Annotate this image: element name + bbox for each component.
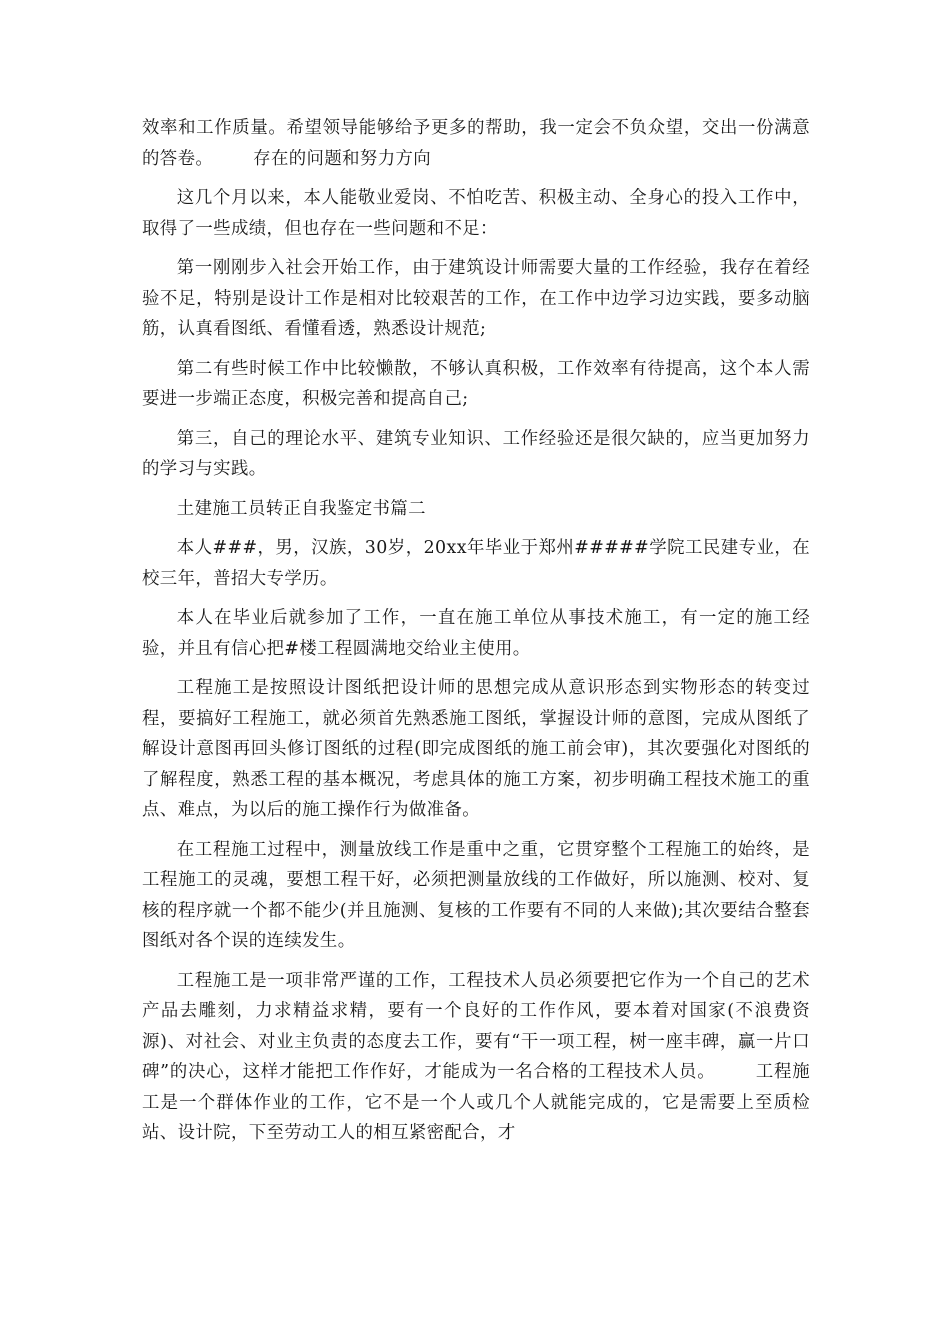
paragraph-text: 工程施工是一项非常严谨的工作，工程技术人员必须要把它作为一个自己的艺术产品去雕刻，力求精益求精，要有一个良好的工作作风，要本着对国家(不浪费资源)、对社会、对业主负责的态度去工作，要有“干一项工程，树一座丰碑，赢一片口碑”的决心，这样才能把工作作好，才能成为一名合格的工程技术人员。 (142, 970, 810, 1082)
paragraph (142, 966, 810, 1149)
paragraph-text: 效率和工作质量。希望领导能够给予更多的帮助，我一定会不负众望，交出一份满意的答卷。 (142, 118, 810, 169)
paragraph: 工程施工是按照设计图纸把设计师的思想完成从意识形态到实物形态的转变过程，要搞好工程施工，就必须首先熟悉施工图纸，掌握设计师的意图，完成从图纸了解设计意图再回头修订图纸的过程(即完成图纸的施工前会审)，其次要强化对图纸的了解程度，熟悉工程的基本概况，考虑具体的施工方案，初步明确工程技术施工的重点、难点，为以后的施工操作行为做准备。 (142, 678, 810, 820)
document-page (142, 113, 810, 1158)
paragraph: 第二有些时候工作中比较懒散，不够认真积极，工作效率有待提高，这个本人需要进一步端正态度，积极完善和提高自己; (142, 358, 810, 409)
section-heading: 土建施工员转正自我鉴定书篇二 (176, 498, 426, 519)
paragraph-continuation (142, 113, 810, 174)
paragraph-text: 工程施工是一个群体作业的工作，它不是一个人或几个人就能完成的，它是需要上至质检站、设计院，下至劳动工人的相互紧密配合，才 (142, 1062, 810, 1143)
paragraph: 在工程施工过程中，测量放线工作是重中之重，它贯穿整个工程施工的始终，是工程施工的灵魂，要想工程干好，必须把测量放线的工作做好，所以施测、校对、复核的程序就一个都不能少(并且施测、复核的工作要有不同的人来做);其次要结合整套图纸对各个误的连续发生。 (142, 839, 810, 951)
paragraph: 本人###，男，汉族，30岁，20xx年毕业于郑州#####学院工民建专业，在校三年，普招大专学历。 (142, 538, 810, 589)
paragraph: 这几个月以来，本人能敬业爱岗、不怕吃苦、积极主动、全身心的投入工作中，取得了一些成绩，但也存在一些问题和不足： (142, 188, 810, 239)
section-heading-problems: 存在的问题和努力方向 (253, 148, 432, 169)
paragraph: 本人在毕业后就参加了工作，一直在施工单位从事技术施工，有一定的施工经验，并且有信心把#楼工程圆满地交给业主使用。 (142, 608, 810, 659)
paragraph: 第一刚刚步入社会开始工作，由于建筑设计师需要大量的工作经验，我存在着经验不足，特别是设计工作是相对比较艰苦的工作，在工作中边学习边实践，要多动脑筋，认真看图纸、看懂看透，熟悉设计规范; (142, 258, 810, 339)
paragraph: 第三，自己的理论水平、建筑专业知识、工作经验还是很欠缺的，应当更加努力的学习与实践。 (142, 428, 810, 479)
